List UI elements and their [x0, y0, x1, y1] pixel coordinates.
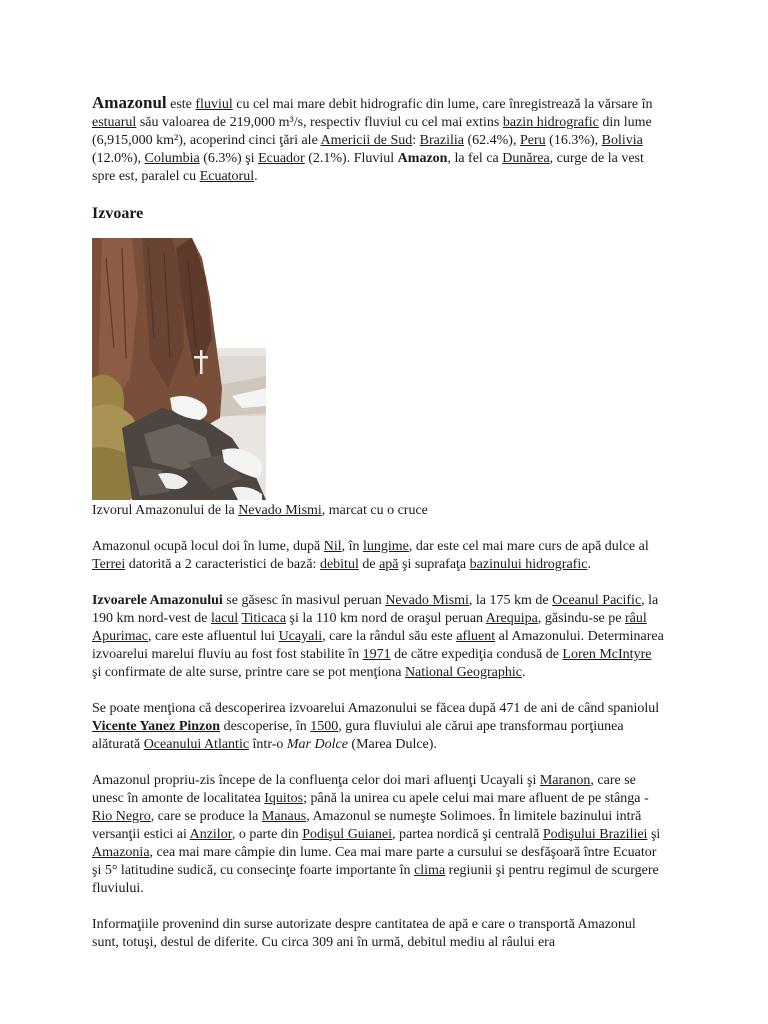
- link-1500[interactable]: 1500: [310, 719, 339, 734]
- intro-paragraph: Amazonul este fluviul cu cel mai mare debit hidrografic din lume, care înregistrează la vărsare în estuarul său valoarea de 219,000 m³/s, respectiv fluviul cu cel mai extins bazin hidrografic din lume (6,915,000 km²), acoperind cinci ţări ale Americii de Sud: Brazilia (62.4%), Peru (16.3%), Bolivia (12.0%), Columbia (6.3%) şi Ecuador (2.1%). Fluviul Amazon, la fel ca Dunărea, curge de la vest spre est, paralel cu Ecuatorul.: [92, 93, 653, 184]
- link-rio-negro[interactable]: Rio Negro: [92, 809, 151, 824]
- link-peru[interactable]: Peru: [519, 133, 546, 148]
- paragraph-4: Se poate menţiona că descoperirea izvoarelui Amazonului se făcea după 471 de ani de când spaniolul Vicente Yanez Pinzon descoperise, în 1500, gura fluviului ale cărui ape transformau porţiunea alăturată Oceanului Atlantic într-o Mar Dolce (Marea Dulce).: [92, 701, 660, 752]
- link-amazonia[interactable]: Amazonia: [92, 845, 150, 860]
- paragraph-5: Amazonul propriu-zis începe de la confluenţa celor doi mari afluenţi Ucayali şi Maranon, care se unesc în amonte de localitatea Iquitos; până la unirea cu apele celui mai mare afluent de pe stânga - Rio Negro, care se produce la Manaus, Amazonul se numeşte Solimoes. În limitele bazinului intră versanţii estici ai Anzilor, o parte din Podişul Guianei, partea nordică şi centrală Podişului Braziliei şi Amazonia, cea mai mare câmpie din lume. Cea mai mare parte a cursului se desfăşoară între Ecuator şi 5° latitudine sudică, cu consecinţe foarte importante în clima regiunii şi pentru regimul de scurgere fluviului.: [92, 773, 661, 896]
- link-lungime[interactable]: lungime: [363, 539, 409, 554]
- section-heading-izvoare: Izvoare: [92, 205, 144, 222]
- link-oceanul-pacific[interactable]: Oceanul Pacific: [552, 593, 642, 608]
- title-term: Amazonul: [92, 93, 167, 112]
- link-terrei[interactable]: Terrei: [92, 557, 126, 572]
- link-anzilor[interactable]: Anzilor: [189, 827, 232, 842]
- link-ecuador[interactable]: Ecuador: [258, 151, 305, 166]
- link-ucayali[interactable]: Ucayali: [278, 629, 323, 644]
- link-podisul-guianei[interactable]: Podişul Guianei: [302, 827, 393, 842]
- link-americii-de-sud[interactable]: Americii de Sud: [320, 133, 413, 148]
- link-apurimac[interactable]: Apurimac: [92, 629, 148, 644]
- link-manaus[interactable]: Manaus: [261, 809, 307, 824]
- document-page: [92, 94, 664, 952]
- link-nevado-mismi[interactable]: Nevado Mismi: [385, 593, 469, 608]
- link-podisului-braziliei[interactable]: Podişului Braziliei: [542, 827, 648, 842]
- link-titicaca[interactable]: Titicaca: [241, 611, 287, 626]
- link-estuarul[interactable]: estuarul: [92, 115, 137, 130]
- link-iquitos[interactable]: Iquitos: [264, 791, 304, 806]
- link-nevado-mismi-caption[interactable]: Nevado Mismi: [238, 503, 322, 518]
- link-oceanului-atlantic[interactable]: Oceanului Atlantic: [143, 737, 250, 752]
- bold-amazon: Amazon: [397, 151, 448, 166]
- link-columbia[interactable]: Columbia: [144, 151, 200, 166]
- figure-caption: Izvorul Amazonului de la Nevado Mismi, marcat cu o cruce: [92, 503, 428, 518]
- link-1971[interactable]: 1971: [362, 647, 391, 662]
- link-loren-mcintyre[interactable]: Loren McIntyre: [562, 647, 652, 662]
- italic-mar-dolce: Mar Dolce: [286, 737, 348, 752]
- link-debitul[interactable]: debitul: [319, 557, 359, 572]
- link-national-geographic[interactable]: National Geographic: [404, 665, 522, 680]
- link-bazin-hidrografic[interactable]: bazin hidrografic: [502, 115, 599, 130]
- link-bazinului-hidrografic[interactable]: bazinului hidrografic: [469, 557, 588, 572]
- bold-izvoarele: Izvoarele Amazonului: [92, 593, 223, 608]
- link-arequipa[interactable]: Arequipa: [485, 611, 538, 626]
- paragraph-6: Informaţiile provenind din surse autorizate despre cantitatea de apă e care o transportă Amazonul sunt, totuşi, destul de diferite. Cu circa 309 ani în urmă, debitul mediu al râului era: [92, 917, 636, 950]
- link-afluent[interactable]: afluent: [456, 629, 496, 644]
- paragraph-2: Amazonul ocupă locul doi în lume, după Nil, în lungime, dar este cel mai mare curs de apă dulce al Terrei datorită a 2 caracteristici de bază: debitul de apă şi suprafaţa bazinului hidrografic.: [92, 539, 649, 572]
- link-raul[interactable]: râul: [624, 611, 647, 626]
- link-vicente-yanez-pinzon[interactable]: Vicente Yanez Pinzon: [92, 719, 221, 734]
- paragraph-3: Izvoarele Amazonului se găsesc în masivul peruan Nevado Mismi, la 175 km de Oceanul Pacific, la 190 km nord-vest de lacul Titicaca şi la 110 km nord de oraşul peruan Arequipa, găsindu-se pe râul Apurimac, care este afluentul lui Ucayali, care la rândul său este afluent al Amazonului. Determinarea izvoarelui marelui fluviu au fost fost stabilite în 1971 de către expediţia condusă de Loren McIntyre şi confirmate de alte surse, printre care se pot menţiona National Geographic.: [92, 593, 664, 680]
- link-bolivia[interactable]: Bolivia: [601, 133, 643, 148]
- link-clima[interactable]: clima: [414, 863, 446, 878]
- link-ecuatorul[interactable]: Ecuatorul: [199, 169, 255, 184]
- link-nil[interactable]: Nil: [323, 539, 342, 554]
- link-fluviul[interactable]: fluviul: [195, 97, 233, 112]
- nevado-mismi-photo: [92, 238, 266, 500]
- link-maranon[interactable]: Maranon: [539, 773, 591, 788]
- link-dunarea[interactable]: Dunărea: [502, 151, 550, 166]
- link-apa[interactable]: apă: [379, 557, 399, 572]
- link-lacul[interactable]: lacul: [210, 611, 239, 626]
- link-brazilia[interactable]: Brazilia: [419, 133, 464, 148]
